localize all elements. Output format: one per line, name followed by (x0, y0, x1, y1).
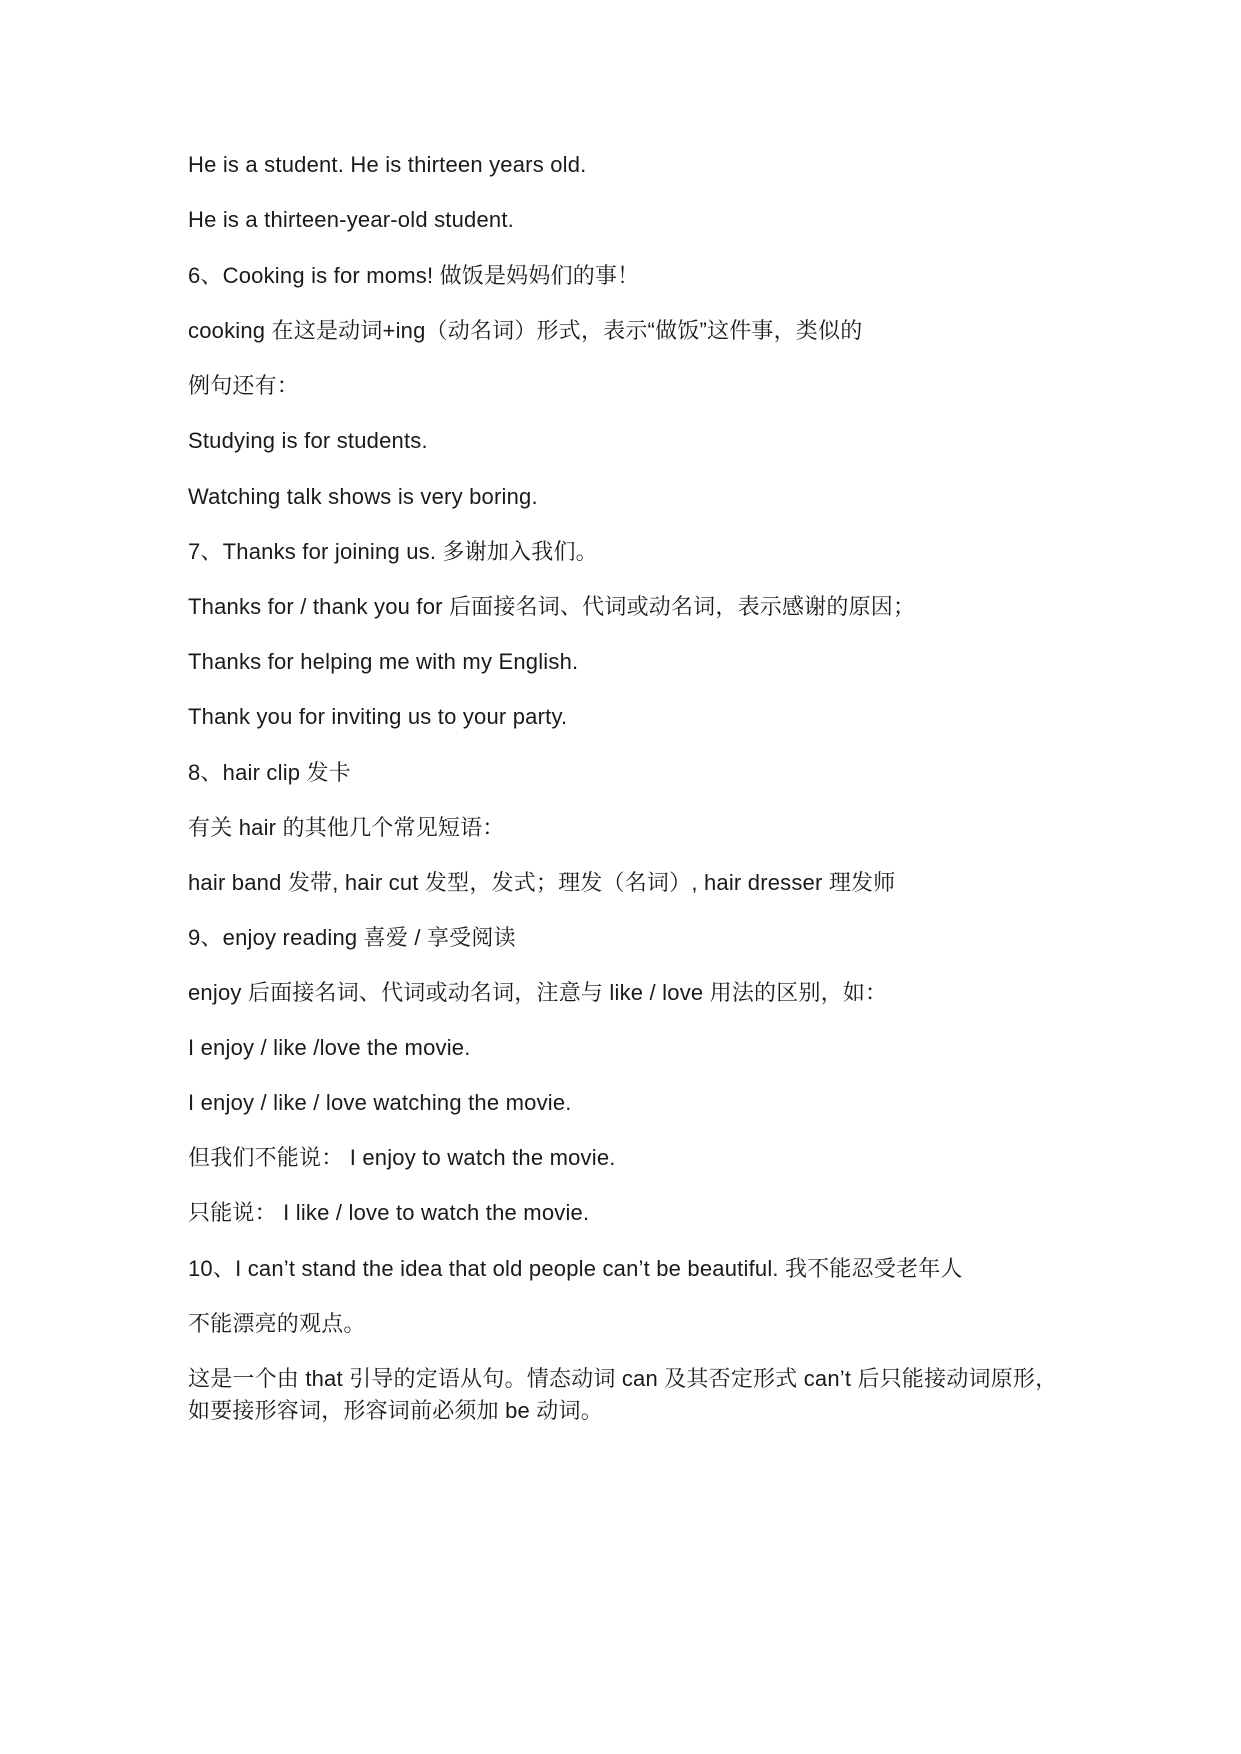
text-line: hair band 发带, hair cut 发型，发式；理发（名词）, hair dresser 理发师 (188, 870, 896, 895)
text-line: He is a student. He is thirteen years old. (188, 152, 587, 177)
section-heading-7: 7、Thanks for joining us. 多谢加入我们。 (188, 539, 598, 564)
text-line: 有关 hair 的其他几个常见短语： (188, 815, 505, 840)
example-sentence: Thanks for helping me with my English. (188, 649, 579, 674)
text-line: enjoy 后面接名词、代词或动名词，注意与 like / love 用法的区别，如： (188, 980, 888, 1005)
section-heading-8: 8、hair clip 发卡 (188, 760, 351, 785)
section-heading-6: 6、Cooking is for moms! 做饭是妈妈们的事！ (188, 263, 640, 288)
example-sentence: Thank you for inviting us to your party. (188, 704, 568, 729)
final-paragraph: 这是一个由 that 引导的定语从句。情态动词 can 及其否定形式 can’t 后只能接动词原形，如要接形容词，形容词前必须加 be 动词。 (188, 1366, 1058, 1423)
text-line: 例句还有： (188, 373, 300, 398)
text-line: cooking 在这是动词+ing（动名词）形式，表示“做饭”这件事，类似的 (188, 318, 863, 343)
section-heading-10: 10、I can’t stand the idea that old people can’t be beautiful. 我不能忍受老年人 (188, 1256, 963, 1281)
example-sentence: Watching talk shows is very boring. (188, 484, 538, 509)
example-sentence: I enjoy / like /love the movie. (188, 1035, 471, 1060)
text-line: 不能漂亮的观点。 (188, 1311, 366, 1336)
example-sentence: Studying is for students. (188, 428, 428, 453)
text-line: He is a thirteen-year-old student. (188, 207, 514, 232)
text-line: 只能说： I like / love to watch the movie. (188, 1200, 590, 1225)
section-heading-9: 9、enjoy reading 喜爱 / 享受阅读 (188, 925, 516, 950)
text-line: Thanks for / thank you for 后面接名词、代词或动名词，表示感谢的原因； (188, 594, 916, 619)
example-sentence: I enjoy / like / love watching the movie. (188, 1090, 572, 1115)
text-line: 但我们不能说： I enjoy to watch the movie. (188, 1145, 616, 1170)
